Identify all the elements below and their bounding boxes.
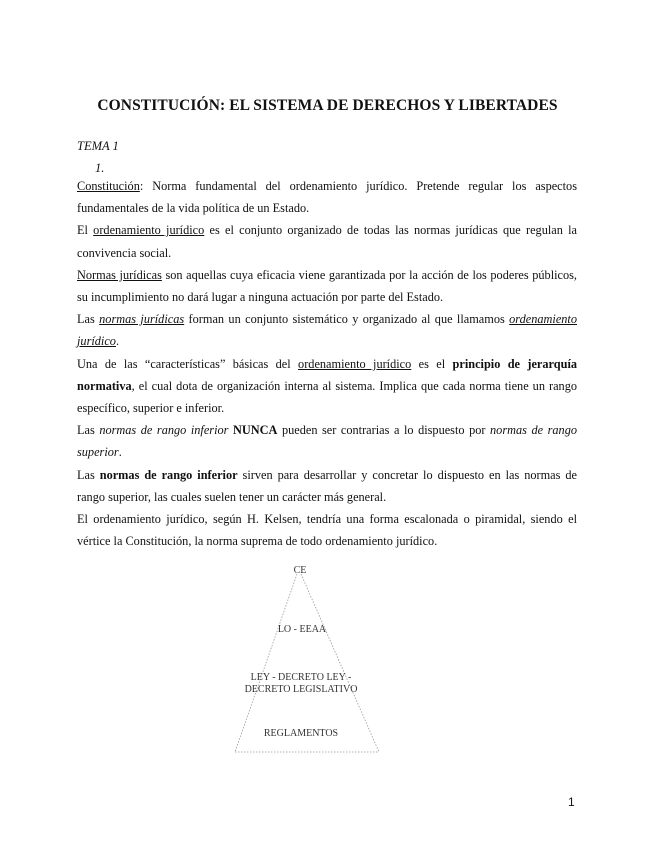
body-text bbox=[77, 175, 577, 552]
paragraph-jerarquia bbox=[77, 353, 577, 420]
text: son aquellas cuya eficacia viene garantizada por la acción de los poderes públicos, su incumplimiento no dará lugar a ninguna actuación por parte del Estado. bbox=[77, 267, 577, 305]
term-ordenamiento-juridico: ordenamiento jurídico bbox=[298, 356, 412, 371]
document-title: CONSTITUCIÓN: EL SISTEMA DE DERECHOS Y LIBERTADES bbox=[97, 97, 558, 114]
term-rango-superior: normas de rango superior bbox=[77, 423, 578, 460]
term-normas-juridicas: Normas jurídicas bbox=[77, 267, 162, 282]
text: Las bbox=[77, 467, 100, 482]
kelsen-pyramid-diagram bbox=[230, 560, 390, 760]
term-principio-jerarquia: principio de jerarquía normativa bbox=[77, 356, 578, 393]
paragraph-ordenamiento bbox=[77, 219, 577, 263]
text: . bbox=[118, 445, 122, 460]
paragraph-nunca bbox=[77, 419, 577, 463]
text: : Norma fundamental del ordenamiento jurídico. Pretende regular los aspectos fundamentales de la vida política de un Estado. bbox=[77, 179, 577, 216]
term-constitucion: Constitución bbox=[77, 179, 140, 193]
term-rango-inferior: normas de rango inferior bbox=[99, 423, 229, 438]
pyramid-level-lo-eeaa: LO - EEAA bbox=[277, 624, 327, 635]
pyramid-svg bbox=[230, 560, 390, 760]
item-number: 1. bbox=[95, 161, 105, 175]
paragraph-kelsen bbox=[77, 508, 577, 552]
text: . bbox=[115, 334, 120, 349]
pyramid-level-ley-line1: LEY - DECRETO LEY - bbox=[250, 672, 352, 683]
pyramid-level-ley-line2: DECRETO LEGISLATIVO bbox=[244, 684, 358, 695]
pyramid-level-ce: CE bbox=[293, 565, 307, 576]
term-normas-juridicas: normas jurídicas bbox=[99, 312, 185, 327]
emphasis-nunca: NUNCA bbox=[233, 423, 278, 438]
paragraph-constitucion bbox=[77, 175, 577, 219]
text: es el conjunto organizado de todas las normas jurídicas que regulan la convivencia social. bbox=[77, 223, 577, 260]
text: Las bbox=[77, 312, 100, 327]
text: Las bbox=[77, 423, 100, 438]
text: forman un conjunto sistemático y organizado al que llamamos bbox=[184, 312, 510, 327]
term-rango-inferior: normas de rango inferior bbox=[99, 467, 238, 482]
paragraph-rango-inferior bbox=[77, 464, 577, 508]
paragraph-conjunto bbox=[77, 308, 577, 352]
tema-heading: TEMA 1 bbox=[77, 139, 119, 153]
text: es el bbox=[411, 356, 453, 371]
pyramid-left-edge bbox=[235, 574, 297, 752]
text: sirven para desarrollar y concretar lo dispuesto en las normas de rango superior, las cuales suelen tener un carácter más general. bbox=[77, 467, 577, 504]
text: El bbox=[77, 223, 94, 238]
page-number: 1 bbox=[568, 795, 575, 809]
paragraph-normas-juridicas bbox=[77, 264, 577, 308]
term-ordenamiento-juridico: ordenamiento jurídico bbox=[77, 312, 577, 349]
pyramid-right-edge bbox=[301, 574, 379, 752]
term-ordenamiento-juridico: ordenamiento jurídico bbox=[93, 223, 205, 238]
pyramid-level-reglamentos: REGLAMENTOS bbox=[263, 728, 339, 739]
text: Una de las “características” básicas del bbox=[77, 356, 299, 371]
text: El ordenamiento jurídico, según H. Kelsen, tendría una forma escalonada o piramidal, siendo el vértice la Constitución, la norma suprema de todo ordenamiento jurídico. bbox=[77, 512, 577, 549]
text: , el cual dota de organización interna al sistema. Implica que cada norma tiene un rango específico, superior e inferior. bbox=[77, 378, 577, 416]
text: pueden ser contrarias a lo dispuesto por bbox=[277, 423, 491, 438]
